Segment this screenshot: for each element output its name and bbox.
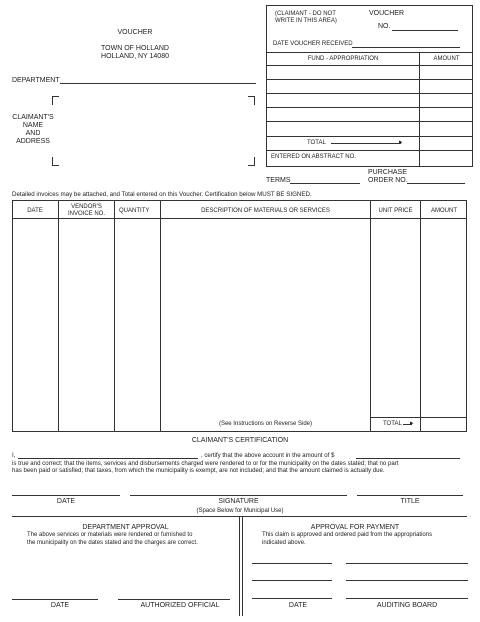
board-signature-field[interactable] [346, 580, 468, 581]
dept-official-field[interactable] [118, 599, 230, 600]
cert-title-field[interactable] [357, 495, 463, 496]
items-entry-area[interactable] [12, 219, 467, 417]
voucher-number-field[interactable] [392, 30, 458, 31]
fund-amount-header: AMOUNT [433, 56, 460, 62]
order-no-label: ORDER NO. [368, 177, 408, 184]
fund-col-divider [419, 52, 420, 166]
claimant-note-1: (CLAIMANT - DO NOT [275, 11, 336, 17]
col-vendor-header-2: INVOICE NO. [67, 211, 105, 217]
fund-header: FUND - APPROPRIATION [307, 56, 379, 62]
certification-title: CLAIMANT'S CERTIFICATION [191, 437, 289, 444]
col-unit-price-header: UNIT PRICE [378, 208, 413, 214]
col-vendor-header-1: VENDOR'S [71, 204, 102, 210]
corner-mark-bl [52, 157, 59, 166]
department-label: DEPARTMENT [12, 77, 60, 84]
cert-amount-field[interactable] [356, 458, 460, 459]
fund-table-top [266, 52, 473, 53]
payment-date-field[interactable] [252, 598, 332, 599]
col-description-header: DESCRIPTION OF MATERIALS OR SERVICES [201, 208, 330, 214]
voucher-no-label: NO. [378, 23, 391, 30]
corner-mark-tl [52, 96, 59, 105]
cert-line1-text: , certify that the above account in the amount of $ [201, 452, 335, 459]
terms-label: TERMS [266, 177, 291, 184]
town-name: TOWN OF HOLLAND [101, 45, 169, 52]
date-received-field[interactable] [352, 47, 460, 48]
cert-signature-field[interactable] [130, 495, 347, 496]
invoice-note: Detailed invoices may be attached, and Total entered on this Voucher. Certification below MUST BE SIGNED. [12, 191, 312, 198]
approval-divider [242, 516, 243, 616]
claimant-address-field[interactable] [60, 100, 246, 162]
corner-mark-br [248, 157, 255, 166]
cert-i-label: I, [12, 452, 16, 459]
payment-approval-text-2: indicated above. [262, 540, 306, 546]
board-signature-field[interactable] [346, 598, 468, 599]
auditing-board-label: AUDITING BOARD [376, 602, 438, 609]
payment-approval-title: APPROVAL FOR PAYMENT [310, 524, 400, 531]
dept-date-field[interactable] [12, 599, 98, 600]
dept-approval-title: DEPARTMENT APPROVAL [82, 524, 169, 531]
order-no-field[interactable] [407, 183, 465, 184]
board-signature-field[interactable] [252, 563, 332, 564]
cert-line2-text: is true and correct; that the items, services and disbursements charged were rendered to or for the municipality on the dates stated; that no part [12, 460, 399, 467]
fund-total-label: TOTAL [307, 140, 326, 146]
fund-row-line [266, 136, 473, 137]
terms-field[interactable] [290, 183, 360, 184]
payment-date-label: DATE [288, 602, 308, 609]
corner-mark-tr [248, 96, 255, 105]
purchase-label: PURCHASE [368, 169, 407, 176]
voucher-title: VOUCHER [117, 29, 153, 36]
fund-row-line [266, 121, 473, 122]
col-amount-header: AMOUNT [431, 208, 457, 214]
claimant-label: CLAIMANT'S NAME AND ADDRESS [12, 114, 54, 145]
cert-signature-label: SIGNATURE [218, 498, 259, 505]
fund-total-arrow-line [331, 143, 401, 144]
arrow-right-icon: ▸ [410, 420, 414, 427]
cert-line3-text: has been paid or satisfied; that taxes, from which the municipality is exempt, are not included; and that the amount claimed is actually due. [12, 467, 385, 474]
dept-approval-text-1: The above services or materials were rendered or furnished to [27, 532, 193, 538]
payment-approval-text-1: This claim is approved and ordered paid from the appropriations [262, 532, 433, 538]
dept-official-label: AUTHORIZED OFFICIAL [140, 602, 220, 609]
col-quantity-header: QUANTITY [119, 208, 150, 214]
dept-date-label: DATE [50, 602, 70, 609]
cert-title-label: TITLE [400, 498, 420, 505]
abstract-label: ENTERED ON ABSTRACT NO. [271, 154, 356, 160]
cert-date-field[interactable] [12, 495, 120, 496]
claimant-name-field[interactable] [18, 458, 198, 459]
date-received-label: DATE VOUCHER RECEIVED [273, 41, 353, 47]
cert-date-label: DATE [56, 498, 76, 505]
department-field[interactable] [60, 83, 256, 84]
fund-row-line [266, 107, 473, 108]
items-total-field[interactable] [421, 418, 467, 431]
claimant-note-2: WRITE IN THIS AREA) [275, 18, 337, 24]
board-signature-field[interactable] [346, 563, 468, 564]
col-date-header: DATE [27, 208, 43, 214]
fund-row-line [266, 150, 473, 151]
town-address: HOLLAND, NY 14080 [101, 53, 169, 60]
dept-approval-text-2: the municipality on the dates stated and the charges are correct. [27, 540, 198, 546]
fund-row-line [266, 65, 473, 66]
arrow-right-icon: ▸ [399, 139, 403, 146]
fund-row-line [266, 93, 473, 94]
board-signature-field[interactable] [252, 580, 332, 581]
fund-row-line [266, 79, 473, 80]
voucher-number-label: VOUCHER [369, 10, 405, 17]
items-total-label: TOTAL [383, 421, 402, 427]
municipal-note: (Space Below for Municipal Use) [196, 508, 284, 514]
instructions-note: (See Instructions on Reverse Side) [218, 421, 313, 427]
approval-divider [239, 516, 240, 616]
